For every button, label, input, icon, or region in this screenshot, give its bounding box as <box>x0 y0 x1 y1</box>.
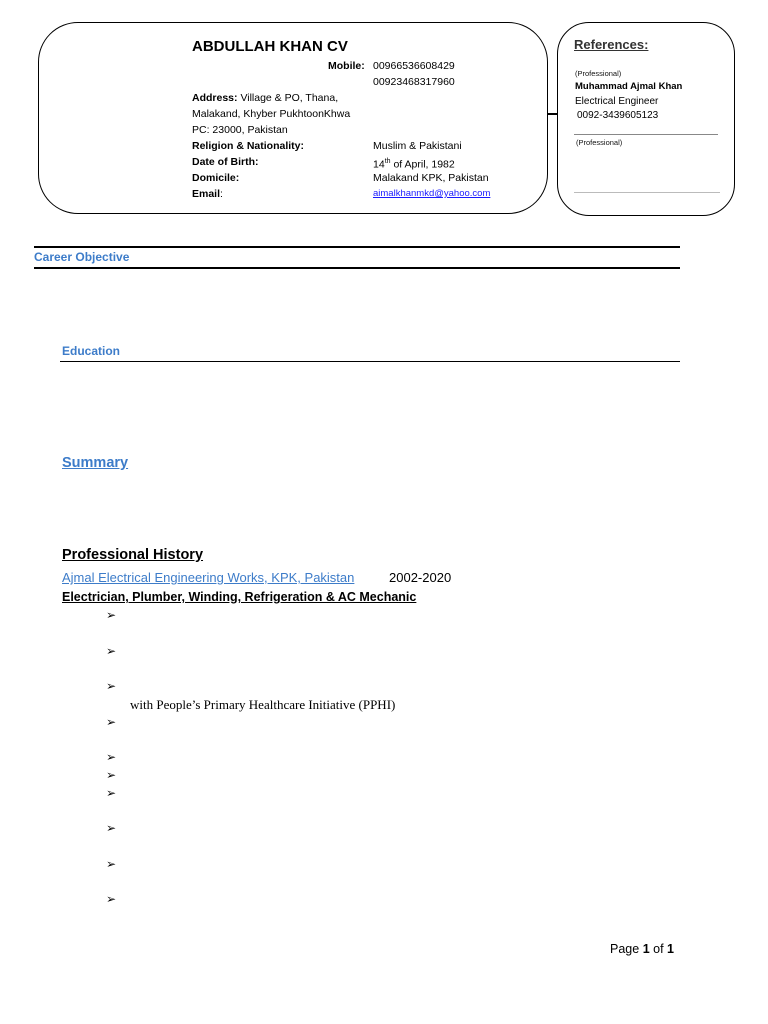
page-number: 1 <box>642 942 650 956</box>
bullet-5: ➢ <box>106 750 117 764</box>
ref1-title: Electrical Engineer <box>575 96 659 107</box>
page-word: Page <box>610 942 640 956</box>
career-objective-rule-top <box>34 246 680 248</box>
address-label: Address: <box>192 92 238 104</box>
dob-label: Date of Birth: <box>192 156 259 168</box>
career-objective-heading: Career Objective <box>34 250 130 264</box>
religion-value: Muslim & Pakistani <box>373 140 462 152</box>
mobile-number-1: 00966536608429 <box>373 60 455 72</box>
email-row-label <box>192 186 223 202</box>
ref-divider-1 <box>574 134 718 135</box>
of-word: of <box>653 942 664 956</box>
ref1-type: (Professional) <box>575 69 622 78</box>
mobile-label: Mobile: <box>328 60 365 72</box>
address-line-3: PC: 23000, Pakistan <box>192 124 288 136</box>
email-link[interactable]: aimalkhanmkd@yahoo.com <box>373 188 491 199</box>
bullet-3: ➢ <box>106 679 117 693</box>
address-line-2: Malakand, Khyber PukhtoonKhwa <box>192 108 351 120</box>
summary-heading: Summary <box>62 455 129 471</box>
cv-name: ABDULLAH KHAN CV <box>192 38 348 55</box>
job-role: Electrician, Plumber, Winding, Refrigeration & AC Mechanic <box>62 590 417 604</box>
bullet-10: ➢ <box>106 892 117 906</box>
box-connector <box>548 113 557 115</box>
email-colon: : <box>220 188 223 200</box>
mobile-number-2: 00923468317960 <box>373 76 455 88</box>
ref-divider-2 <box>574 192 720 193</box>
pphi-text: with People’s Primary Healthcare Initiative (PPHI) <box>130 697 396 712</box>
bullet-8: ➢ <box>106 821 117 835</box>
dob-day: 14 <box>373 158 385 171</box>
bullet-2: ➢ <box>106 644 117 658</box>
dob-suffix: th <box>384 158 391 165</box>
domicile-value: Malakand KPK, Pakistan <box>373 172 489 184</box>
career-objective-rule-bottom <box>34 267 680 269</box>
bullet-6: ➢ <box>106 768 117 782</box>
education-heading: Education <box>62 344 121 358</box>
religion-label: Religion & Nationality: <box>192 140 305 152</box>
bullet-9: ➢ <box>106 857 117 871</box>
address-value: Village & PO, Thana, <box>240 92 339 104</box>
education-rule <box>60 361 680 362</box>
page-footer <box>610 942 674 956</box>
page-total: 1 <box>667 942 674 956</box>
job-years: 2002-2020 <box>389 570 452 585</box>
bullet-1: ➢ <box>106 608 117 622</box>
address-line-1 <box>192 90 338 106</box>
dob-rest: of April, 1982 <box>390 158 455 171</box>
ref1-phone: 0092-3439605123 <box>577 110 659 121</box>
professional-history-heading: Professional History <box>62 547 204 563</box>
email-label: Email <box>192 188 221 200</box>
references-title: References: <box>574 37 649 52</box>
domicile-label: Domicile: <box>192 172 240 184</box>
ref1-name: Muhammad Ajmal Khan <box>575 81 683 92</box>
bullet-4: ➢ <box>106 715 117 729</box>
bullet-7: ➢ <box>106 786 117 800</box>
ref2-type: (Professional) <box>576 138 623 147</box>
company-name: Ajmal Electrical Engineering Works, KPK, Pakistan <box>62 570 355 585</box>
